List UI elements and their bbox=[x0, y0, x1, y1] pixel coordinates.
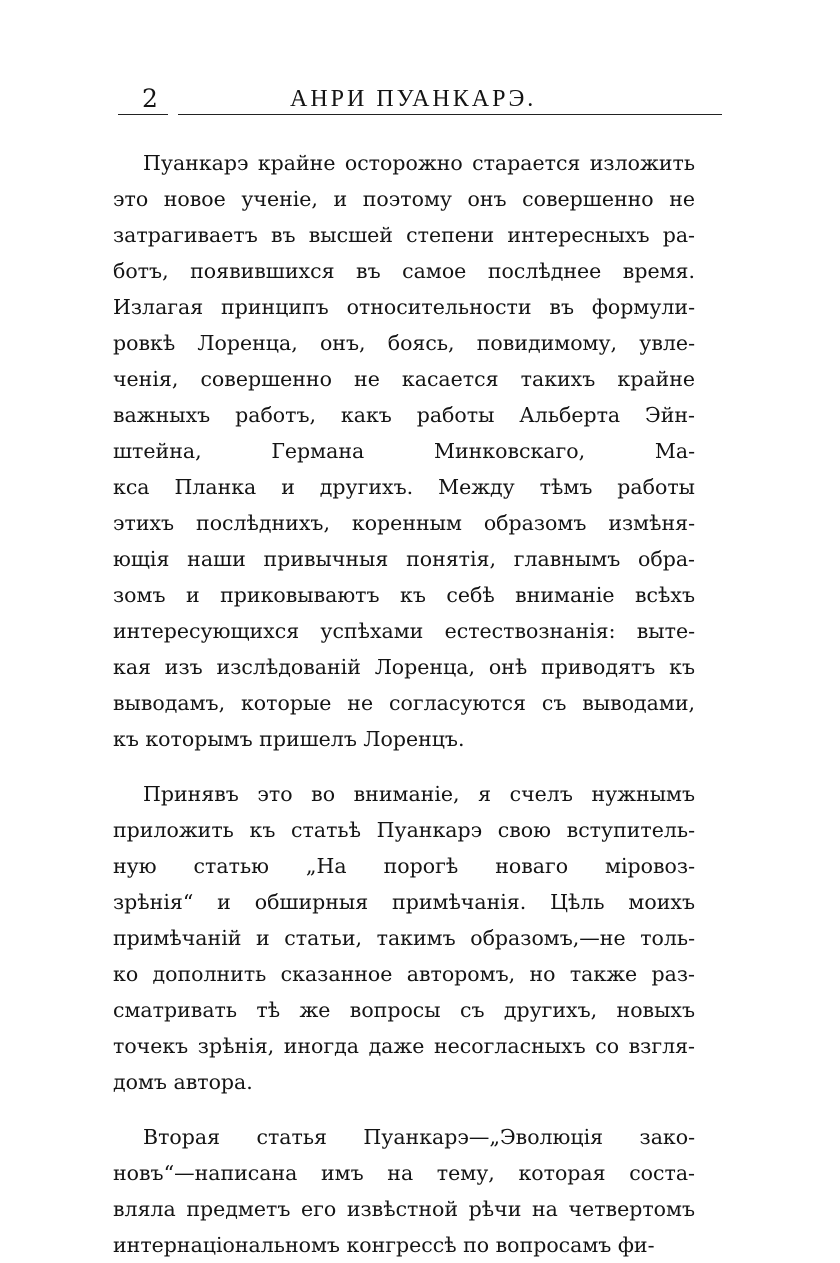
text-line: ющія наши привычныя понятія, главнымъ обра- bbox=[113, 547, 695, 571]
text-line: примѣчаній и статьи, такимъ образомъ,—не толь- bbox=[113, 926, 695, 950]
text-line: интернаціональномъ конгрессѣ по вопросамъ фи- bbox=[113, 1233, 655, 1257]
text-line: ную статью „На порогѣ новаго міровоз- bbox=[113, 854, 695, 878]
text-line: важныхъ работъ, какъ работы Альберта Эйн- bbox=[113, 403, 695, 427]
body-text bbox=[113, 145, 695, 1263]
text-line: интересующихся успѣхами естествознанія: выте- bbox=[113, 619, 695, 643]
running-title: АНРИ ПУАНКАРЭ. bbox=[290, 86, 537, 112]
text-line: зрѣнія“ и обширныя примѣчанія. Цѣль моихъ bbox=[113, 890, 695, 914]
text-line: Вторая статья Пуанкарэ—„Эволюція зако- bbox=[143, 1125, 695, 1149]
text-line: ко дополнить сказанное авторомъ, но также раз- bbox=[113, 962, 695, 986]
text-line: кса Планка и другихъ. Между тѣмъ работы bbox=[113, 475, 695, 499]
text-line: кая изъ изслѣдованій Лоренца, онѣ приводятъ къ bbox=[113, 655, 695, 679]
text-line: Пуанкарэ крайне осторожно старается изложить bbox=[143, 151, 695, 175]
page-number: 2 bbox=[142, 84, 158, 113]
text-line: зомъ и приковываютъ къ себѣ вниманіе всѣхъ bbox=[113, 583, 695, 607]
header-rule-right bbox=[178, 114, 722, 115]
paragraph bbox=[113, 776, 695, 1100]
page-header bbox=[118, 82, 722, 120]
text-line: затрагиваетъ въ высшей степени интересныхъ ра- bbox=[113, 223, 695, 247]
text-line: точекъ зрѣнія, иногда даже несогласныхъ со взгля- bbox=[113, 1034, 695, 1058]
text-line: ченія, совершенно не касается такихъ крайне bbox=[113, 367, 695, 391]
text-line: Излагая принципъ относительности въ формули- bbox=[113, 295, 695, 319]
text-line: это новое ученіе, и поэтому онъ совершенно не bbox=[113, 187, 695, 211]
paragraph bbox=[113, 1119, 695, 1263]
text-line: этихъ послѣднихъ, коренным образомъ измѣня- bbox=[113, 511, 695, 535]
text-line: ровкѣ Лоренца, онъ, боясь, повидимому, увле- bbox=[113, 331, 695, 355]
paragraph bbox=[113, 145, 695, 757]
text-line: приложить къ статьѣ Пуанкарэ свою вступитель- bbox=[113, 818, 695, 842]
text-line: сматривать тѣ же вопросы съ другихъ, новыхъ bbox=[113, 998, 695, 1022]
text-line: вляла предметъ его извѣстной рѣчи на четвертомъ bbox=[113, 1197, 695, 1221]
text-line: къ которымъ пришелъ Лоренцъ. bbox=[113, 727, 465, 751]
text-line: новъ“—написана имъ на тему, которая соста- bbox=[113, 1161, 695, 1185]
text-line: штейна, Германа Минковскаго, Ма- bbox=[113, 439, 695, 463]
text-line: выводамъ, которые не согласуются съ выводами, bbox=[113, 691, 695, 715]
text-line: домъ автора. bbox=[113, 1070, 253, 1094]
text-line: Принявъ это во вниманіе, я счелъ нужнымъ bbox=[143, 782, 695, 806]
text-line: ботъ, появившихся въ самое послѣднее время. bbox=[113, 259, 695, 283]
header-rule-left bbox=[118, 114, 168, 115]
